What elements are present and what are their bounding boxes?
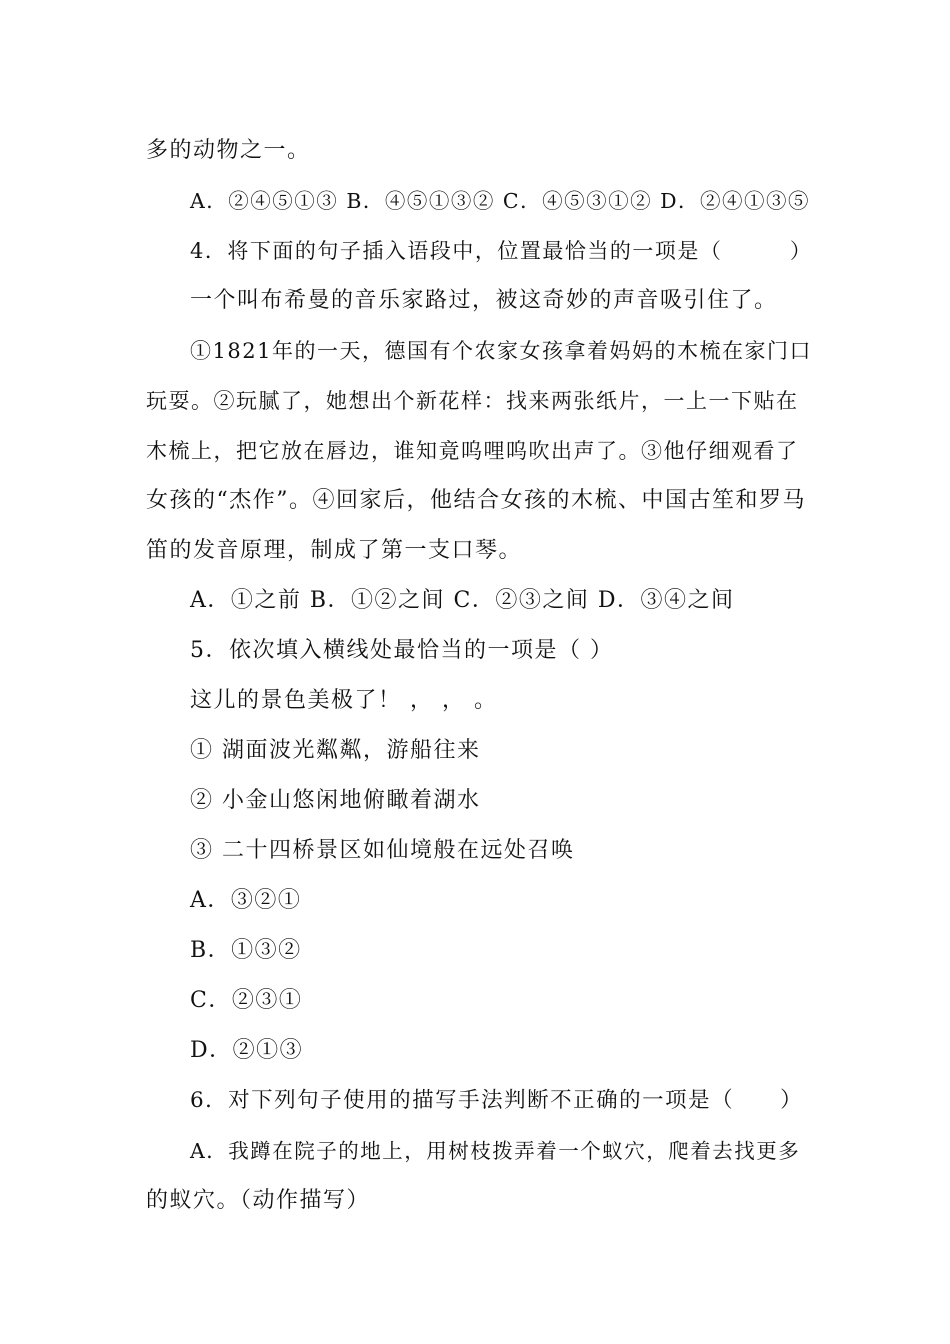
q5-option-c: C．②③① <box>190 988 303 1013</box>
q4-passage-line-1: ①1821年的一天，德国有个农家女孩拿着妈妈的木梳在家门口 <box>190 339 812 363</box>
q5-sentence: 这儿的景色美极了！ ， ， 。 <box>190 688 498 713</box>
q4-stem: 4．将下面的句子插入语段中，位置最恰当的一项是（ ） <box>190 239 813 263</box>
q5-item-3: ③ 二十四桥景区如仙境般在远处召唤 <box>190 838 575 863</box>
q4-passage-line-4: 女孩的“杰作”。④回家后，他结合女孩的木梳、中国古笙和罗马 <box>146 488 806 513</box>
q4-passage-line-5: 笛的发音原理，制成了第一支口琴。 <box>146 538 523 563</box>
q4-passage-line-2: 玩耍。②玩腻了，她想出个新花样：找来两张纸片，一上一下贴在 <box>146 389 799 413</box>
q6-option-a-line-1: A．我蹲在院子的地上，用树枝拨弄着一个蚁穴，爬着去找更多 <box>190 1139 801 1163</box>
text-line-continuation: 多的动物之一。 <box>146 138 311 163</box>
q5-stem: 5．依次填入横线处最恰当的一项是（ ） <box>190 638 614 663</box>
q5-option-a: A．③②① <box>190 888 302 913</box>
q5-option-d: D．②①③ <box>190 1038 304 1063</box>
q6-option-a-line-2: 的蚁穴。（动作描写） <box>146 1188 371 1213</box>
q4-options: A．①之前 B．①②之间 C．②③之间 D．③④之间 <box>190 588 735 613</box>
q5-option-b: B．①③② <box>190 938 302 963</box>
q5-item-2: ② 小金山悠闲地俯瞰着湖水 <box>190 788 481 813</box>
q5-item-1: ① 湖面波光粼粼，游船往来 <box>190 738 481 763</box>
q4-insert-sentence: 一个叫布希曼的音乐家路过，被这奇妙的声音吸引住了。 <box>190 288 778 313</box>
q4-passage-line-3: 木梳上，把它放在唇边，谁知竟呜哩呜吹出声了。③他仔细观看了 <box>146 439 799 463</box>
q6-stem: 6．对下列句子使用的描写手法判断不正确的一项是（ ） <box>190 1088 804 1113</box>
q3-options: A．②④⑤①③ B．④⑤①③② C．④⑤③①② D．②④①③⑤ <box>190 189 811 213</box>
